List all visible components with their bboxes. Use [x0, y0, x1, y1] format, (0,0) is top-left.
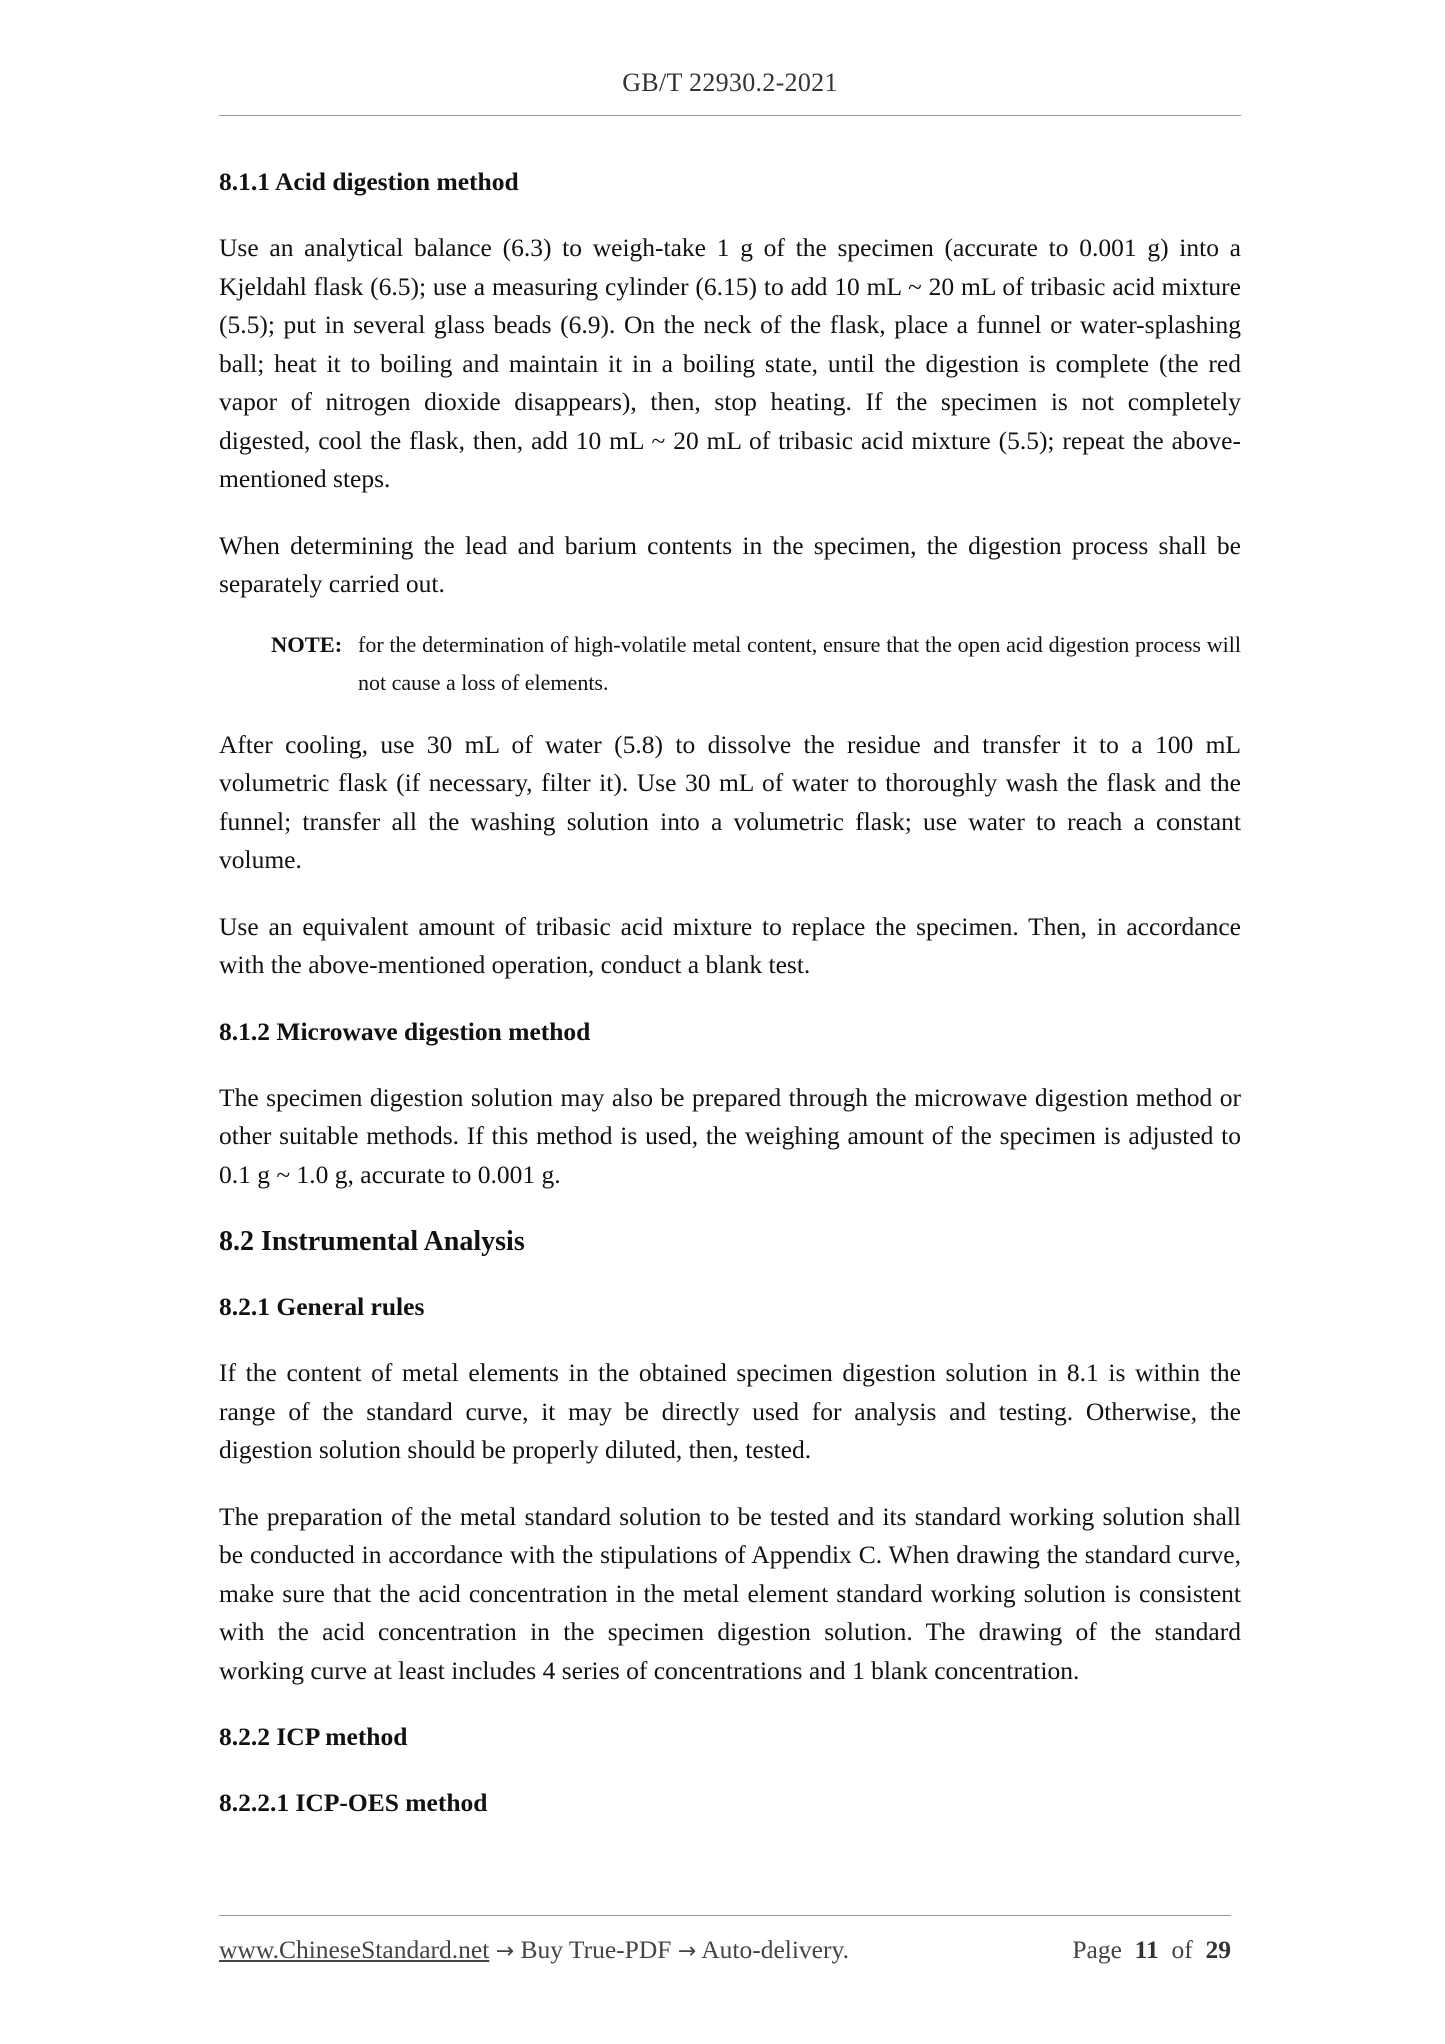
paragraph-general-rules-dilution: If the content of metal elements in the obtained specimen digestion solution in 8.1 is within the range of the standard curve, it may be directly used for analysis and testing. Otherwise, the digestion solution should be properly diluted, then, tested.	[219, 1358, 1241, 1464]
page-word: Page	[1072, 1935, 1122, 1964]
document-page	[219, 0, 1241, 2044]
of-word: of	[1171, 1935, 1193, 1964]
paragraph-microwave-digestion: The specimen digestion solution may also be prepared through the microwave digestion method or other suitable methods. If this method is used, the weighing amount of the specimen is adjusted to 0.1 g ~ 1.0 g, accurate to 0.001 g.	[219, 1082, 1241, 1189]
footer-divider	[219, 1915, 1231, 1916]
total-page-count: 29	[1205, 1935, 1231, 1964]
paragraph-acid-digestion-procedure: Use an analytical balance (6.3) to weigh-take 1 g of the specimen (accurate to 0.001 g) into a Kjeldahl flask (6.5); use a measuring cylinder (6.15) to add 10 mL ~ 20 mL of tribasic acid mixture (5.5); put in several glass beads (6.9). On the neck of the flask, place a funnel or water-splashing ball; heat it to boiling and maintain it in a boiling state, until the digestion is complete (the red vapor of nitrogen dioxide disappears), then, stop heating. If the specimen is not completely digested, cool the flask, then, add 10 mL ~ 20 mL of tribasic acid mixture (5.5); repeat the above-mentioned steps.	[219, 233, 1241, 493]
heading-8-2-1: 8.2.1 General rules	[219, 1292, 425, 1321]
page-number	[1072, 1935, 1231, 1965]
heading-8-2-2: 8.2.2 ICP method	[219, 1722, 408, 1751]
paragraph-after-cooling: After cooling, use 30 mL of water (5.8) to dissolve the residue and transfer it to a 100 mL volumetric flask (if necessary, filter it). Use 30 mL of water to thoroughly wash the flask and the funnel; transfer all the washing solution into a volumetric flask; use water to reach a constant volume.	[219, 729, 1241, 874]
heading-8-1-2: 8.1.2 Microwave digestion method	[219, 1016, 591, 1046]
heading-8-2: 8.2 Instrumental Analysis	[219, 1226, 525, 1257]
heading-8-1-1: 8.1.1 Acid digestion method	[219, 167, 519, 196]
auto-delivery-text: Auto-delivery.	[701, 1935, 849, 1964]
footer-promo	[219, 1935, 849, 1965]
note-text: for the determination of high-volatile metal content, ensure that the open acid digestion process will not cause a loss of elements.	[358, 631, 1241, 695]
document-header-title: GB/T 22930.2-2021	[622, 68, 838, 97]
page-content	[219, 163, 1241, 1850]
note-block	[219, 626, 1241, 702]
site-link[interactable]: www.ChineseStandard.net	[219, 1935, 490, 1964]
note-label: NOTE:	[271, 631, 343, 657]
paragraph-standard-solution: The preparation of the metal standard solution to be tested and its standard working solution shall be conducted in accordance with the stipulations of Appendix C. When drawing the standard curve, make sure that the acid concentration in the metal element standard working solution is consistent with the acid concentration in the specimen digestion solution. The drawing of the standard working curve at least includes 4 series of concentrations and 1 blank concentration.	[219, 1501, 1241, 1685]
header-divider	[219, 115, 1241, 116]
buy-true-pdf-text: Buy True-PDF	[520, 1935, 672, 1964]
heading-8-2-2-1: 8.2.2.1 ICP-OES method	[219, 1788, 488, 1817]
paragraph-blank-test: Use an equivalent amount of tribasic acid mixture to replace the specimen. Then, in accordance with the above-mentioned operation, conduct a blank test.	[219, 911, 1241, 979]
current-page-number: 11	[1134, 1935, 1159, 1964]
arrow-right-icon: →	[495, 1939, 515, 1964]
arrow-right-icon: →	[677, 1939, 697, 1964]
paragraph-lead-barium: When determining the lead and barium contents in the specimen, the digestion process shall be separately carried out.	[219, 530, 1241, 598]
